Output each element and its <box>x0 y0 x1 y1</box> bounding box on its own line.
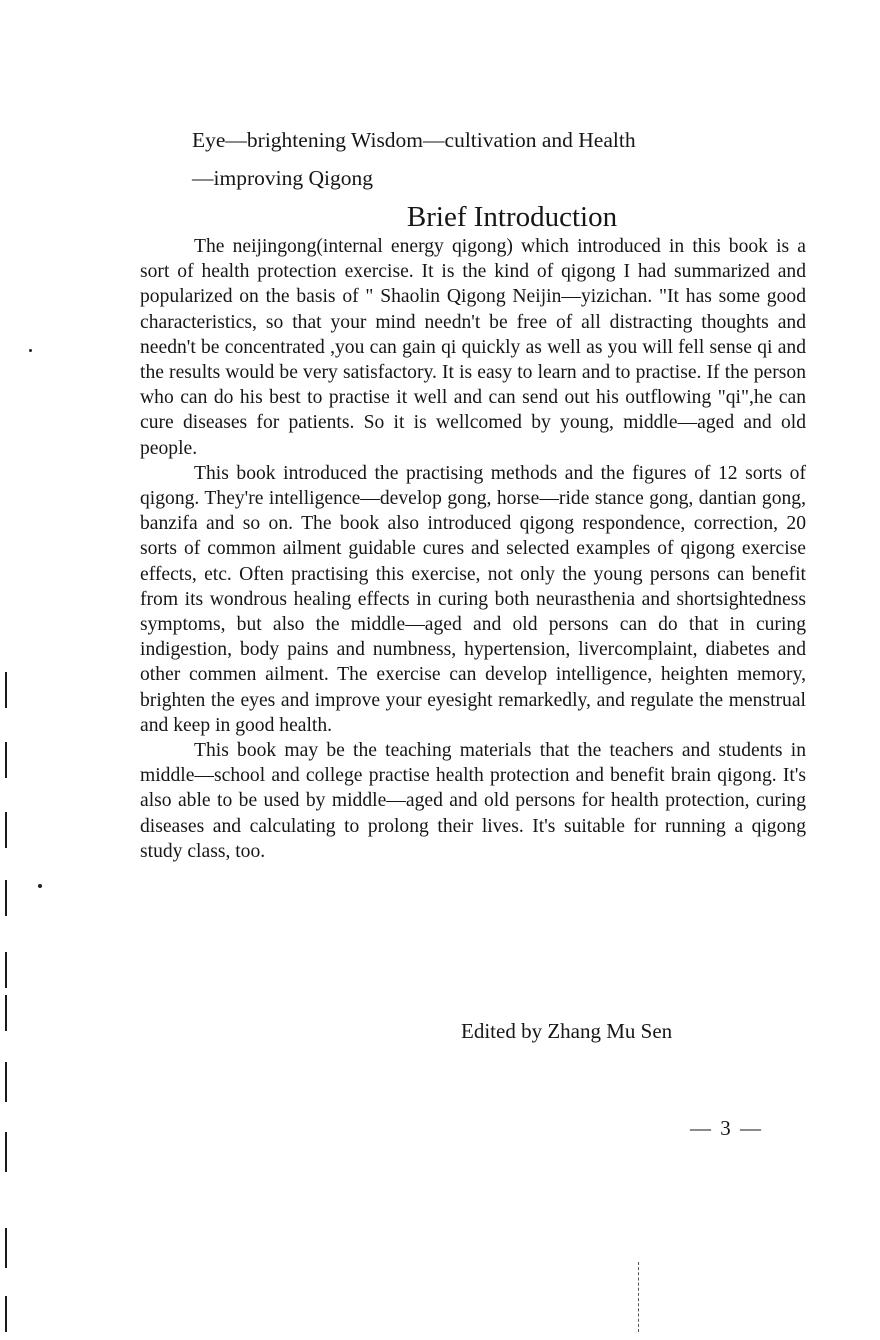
page-number: — 3 — <box>690 1116 763 1140</box>
scan-speck <box>29 349 32 352</box>
binding-mark <box>5 1296 7 1332</box>
scan-speck <box>38 884 42 888</box>
editor-signature: Edited by Zhang Mu Sen <box>461 1019 673 1043</box>
book-title-line-2: —improving Qigong <box>192 166 373 190</box>
binding-mark <box>5 742 7 778</box>
binding-mark <box>5 1228 7 1268</box>
paragraph-2: This book introduced the practising methods and the figures of 12 sorts of qigong. They're intelligence—develop gong, horse—ride stance gong, dantian gong, banzifa and so on. The book also introduced qigong respondence, correction, 20 sorts of common ailment guidable cures and selected examples of qigong exercise effects, etc. Often practising this exercise, not only the young persons can benefit from its wondrous healing effects in curing both neurasthenia and shortsightedness symptoms, but also the middle—aged and old persons can do that in curing indigestion, body pains and numbness, hypertension, livercomplaint, diabetes and other commen ailment. The exercise can develop intelligence, heighten memory, brighten the eyes and improve your eyesight remarkedly, and regulate the menstrual and keep in good health. <box>140 462 806 736</box>
section-heading: Brief Introduction <box>406 201 618 233</box>
binding-mark <box>5 880 7 916</box>
binding-mark <box>5 1062 7 1102</box>
introduction-body <box>140 234 806 864</box>
paragraph-1: The neijingong(internal energy qigong) which introduced in this book is a sort of health protection exercise. It is the kind of qigong I had summarized and popularized on the basis of " Shaolin Qigong Neijin—yizichan. "It has some good characteristics, so that your mind needn't be free of all distracting thoughts and needn't be concentrated ,you can gain qi quickly as well as you will fell sense qi and the results would be very satisfactory. It is easy to learn and to practise. If the person who can do his best to practise it well and can send out his outflowing "qi",he can cure diseases for patients. So it is wellcomed by young, middle—aged and old people. <box>140 236 806 459</box>
book-title-line-1: Eye—brightening Wisdom—cultivation and Health <box>192 128 636 152</box>
binding-mark <box>5 672 7 708</box>
binding-mark <box>5 952 7 988</box>
book-title <box>192 121 636 197</box>
scan-fold-line <box>638 1262 640 1332</box>
binding-mark <box>5 812 7 848</box>
paragraph-3: This book may be the teaching materials that the teachers and students in middle—school and college practise health protection and benefit brain qigong. It's also able to be used by middle—aged and old persons for health protection, curing diseases and calculating to prolong their lives. It's suitable for running a qigong study class, too. <box>140 740 806 862</box>
binding-mark <box>5 1132 7 1172</box>
binding-mark <box>5 995 7 1031</box>
binding-edge-marks <box>0 0 20 1340</box>
